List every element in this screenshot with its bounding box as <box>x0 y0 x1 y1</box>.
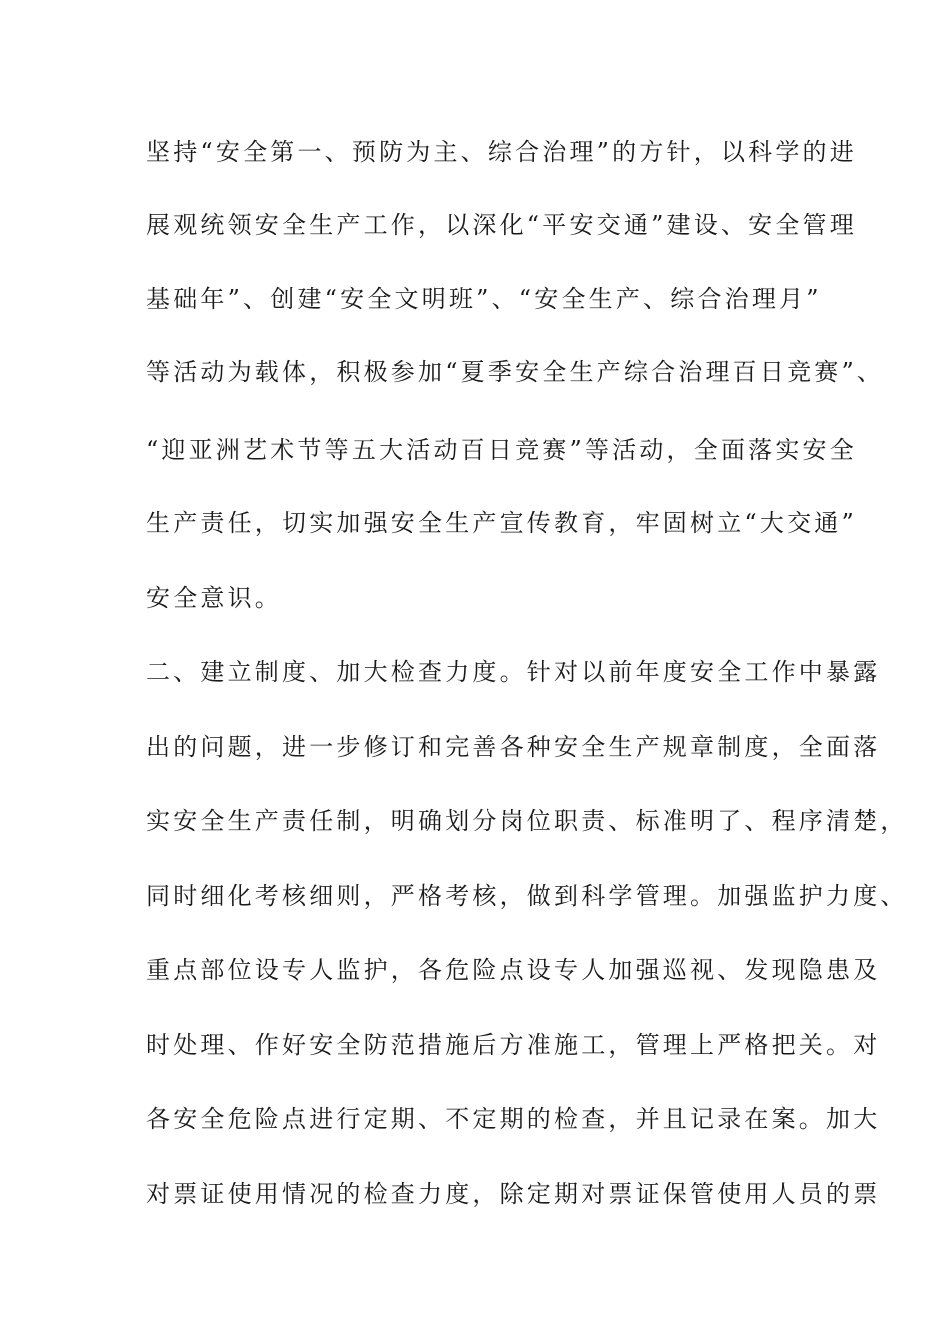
text-line: 等活动为载体，积极参加“夏季安全生产综合治理百日竞赛”、 <box>146 358 885 386</box>
text-line: 实安全生产责任制，明确划分岗位职责、标准明了、程序清楚， <box>146 807 908 835</box>
text-line: 二、建立制度、加大检查力度。针对以前年度安全工作中暴露 <box>146 658 881 686</box>
text-line: 展观统领安全生产工作，以深化“平安交通”建设、安全管理 <box>146 211 857 239</box>
text-line: 重点部位设专人监护，各危险点设专人加强巡视、发现隐患及 <box>146 956 881 984</box>
text-line: 对票证使用情况的检查力度，除定期对票证保管使用人员的票 <box>146 1180 881 1208</box>
text-line: 同时细化考核细则，严格考核，做到科学管理。加强监护力度、 <box>146 882 908 910</box>
text-line: “迎亚洲艺术节等五大活动百日竞赛”等活动，全面落实安全 <box>146 436 857 464</box>
text-line: 生产责任，切实加强安全生产宣传教育，牢固树立“大交通” <box>146 509 857 537</box>
text-line: 坚持“安全第一、预防为主、综合治理”的方针，以科学的进 <box>146 138 857 166</box>
text-line: 各安全危险点进行定期、不定期的检查，并且记录在案。加大 <box>146 1105 881 1133</box>
text-line: 出的问题，进一步修订和完善各种安全生产规章制度，全面落 <box>146 733 881 761</box>
text-line: 时处理、作好安全防范措施后方准施工，管理上严格把关。对 <box>146 1031 881 1059</box>
text-line: 安全意识。 <box>146 584 282 612</box>
text-line: 基础年”、创建“安全文明班”、“安全生产、综合治理月” <box>146 285 822 313</box>
